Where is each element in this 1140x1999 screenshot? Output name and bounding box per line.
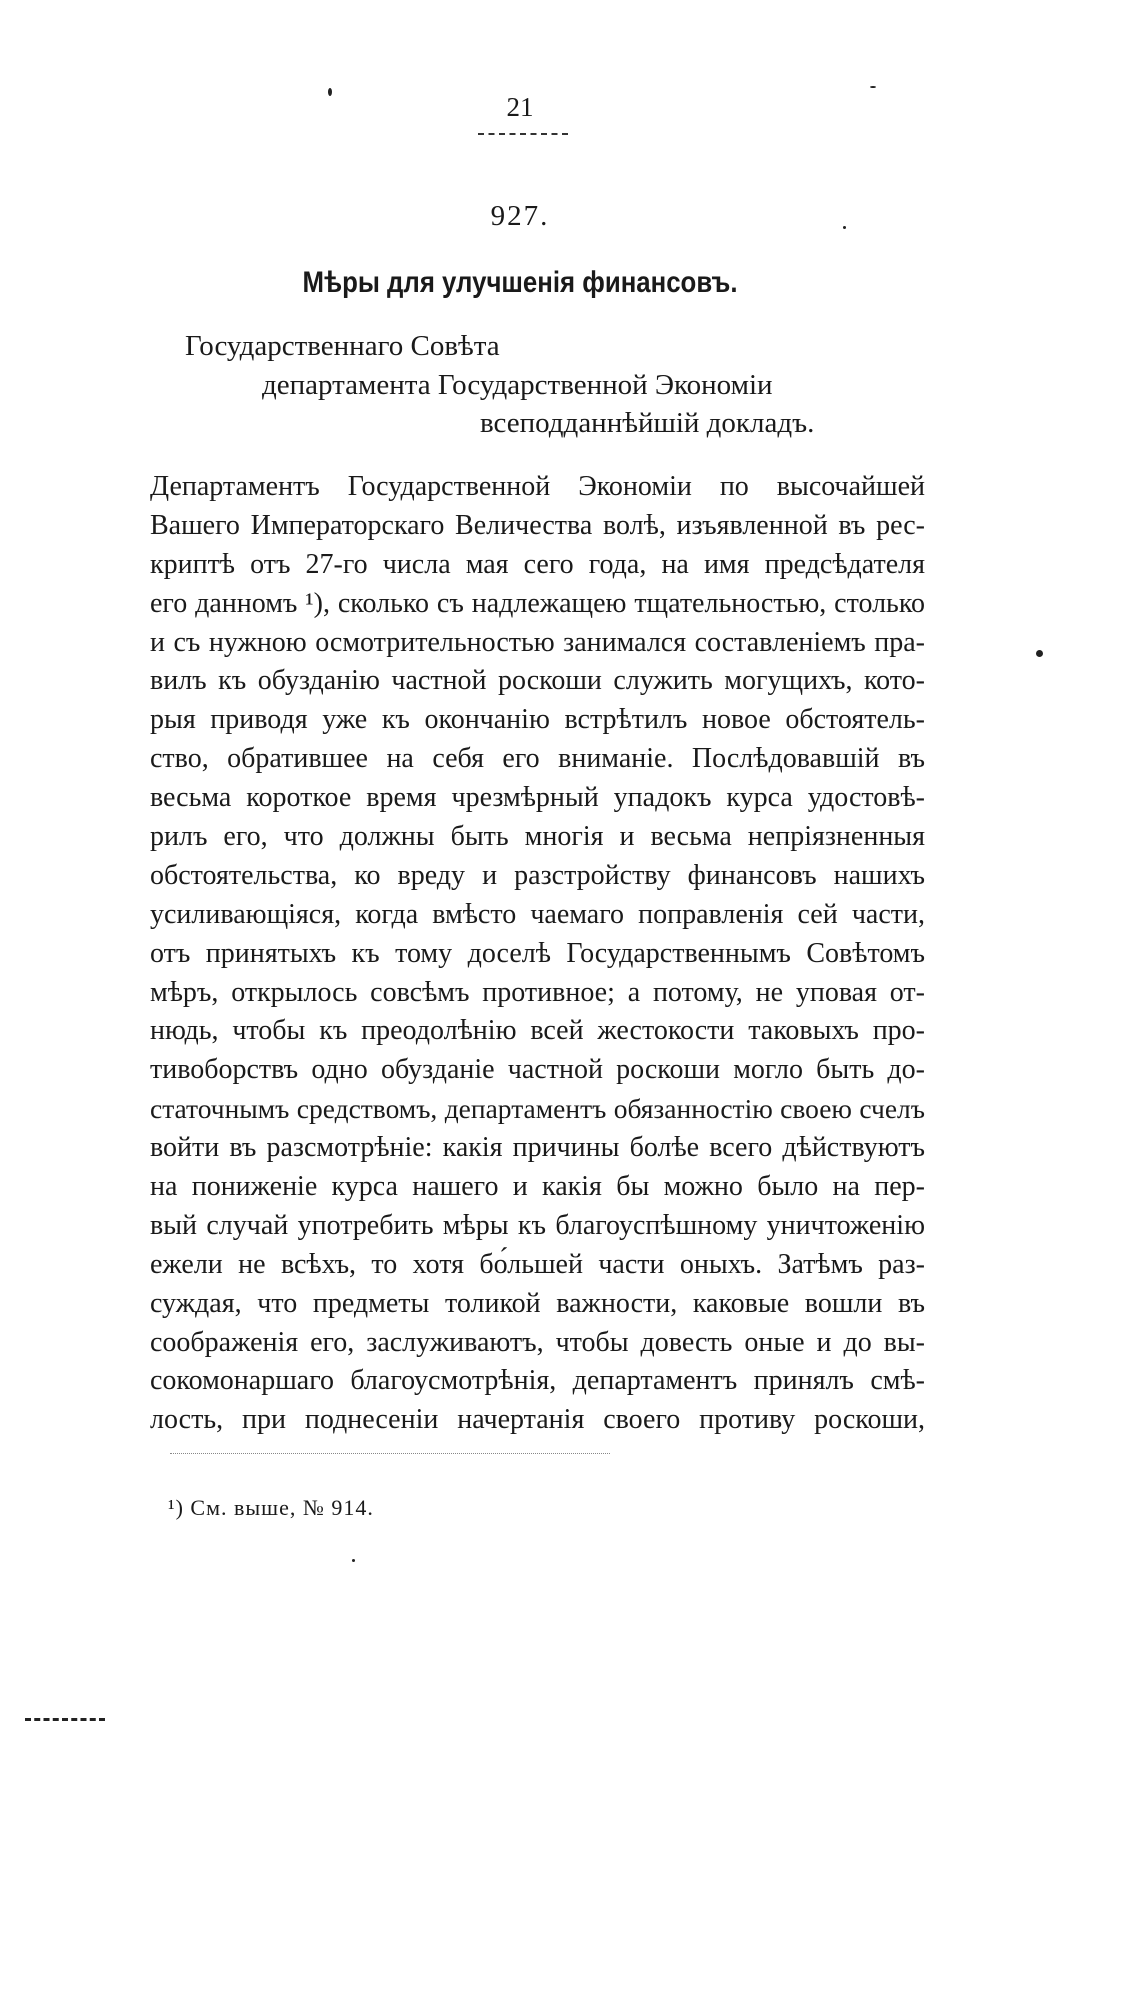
body-line: отъ принятыхъ къ тому доселѣ Государственнымъ Совѣтомъ: [150, 937, 925, 969]
scan-speck: [1036, 650, 1043, 657]
body-line: Вашего Императорскаго Величества волѣ, изъявленной въ рес-: [150, 509, 925, 541]
body-line: тивоборствъ одно обузданіе частной роскоши могло быть до-: [150, 1054, 925, 1086]
body-line: суждая, что предметы толикой важности, каковые вошли въ: [150, 1287, 925, 1319]
body-line: рилъ его, что должны быть многія и весьма непріязненныя: [150, 821, 925, 853]
scan-artifact-mark: [25, 1718, 105, 1721]
document-number: 927.: [490, 200, 550, 232]
scan-speck: [843, 226, 846, 229]
scan-speck: [328, 88, 332, 96]
body-line: соображенія его, заслуживаютъ, чтобы довесть оные и до вы-: [150, 1326, 925, 1358]
body-paragraph: [150, 468, 925, 1440]
footnote: ¹) См. выше, № 914.: [168, 1495, 374, 1520]
document-title: Мѣры для улучшенія финансовъ.: [302, 266, 738, 299]
footnote-separator: [170, 1453, 610, 1454]
heading-line-2: департамента Государственной Экономіи: [262, 369, 773, 401]
body-line: вый случай употребить мѣры къ благоуспѣшному уничтоженію: [150, 1209, 925, 1241]
heading-line-1: Государственнаго Совѣта: [185, 330, 500, 362]
body-line: вилъ къ обузданію частной роскоши служить могущихъ, кото-: [150, 665, 925, 697]
body-line: весьма короткое время чрезмѣрный упадокъ курса удостовѣ-: [150, 782, 925, 814]
body-line: криптѣ отъ 27-го числа мая сего года, на имя предсѣдателя: [150, 548, 925, 580]
heading-line-3: всеподданнѣйшій докладъ.: [480, 407, 815, 439]
page-number: 21: [506, 92, 534, 122]
body-line: и съ нужною осмотрительностью занимался составленіемъ пра-: [150, 626, 925, 658]
body-line: усиливающіяся, когда вмѣсто чаемаго поправленія сей части,: [150, 898, 925, 930]
body-line: статочнымъ средствомъ, департаментъ обязанностію своею счелъ: [150, 1093, 925, 1125]
body-line: ежели не всѣхъ, то хотя бо́льшей части оныхъ. Затѣмъ раз-: [150, 1248, 925, 1280]
body-line: обстоятельства, ко вреду и разстройству финансовъ нашихъ: [150, 859, 925, 891]
scan-speck: [870, 86, 876, 88]
body-line: сокомонаршаго благоусмотрѣнія, департаментъ принялъ смѣ-: [150, 1365, 925, 1397]
body-line: мѣръ, открылось совсѣмъ противное; а потому, не уповая от-: [150, 976, 925, 1008]
body-line: нюдь, чтобы къ преодолѣнію всей жестокости таковыхъ про-: [150, 1015, 925, 1047]
page-number-rule: [478, 133, 568, 135]
scan-speck: [352, 1559, 355, 1562]
body-line: лость, при поднесеніи начертанія своего противу роскоши,: [150, 1404, 925, 1436]
body-line: рыя приводя уже къ окончанію встрѣтилъ новое обстоятель-: [150, 704, 925, 736]
body-line: войти въ разсмотрѣніе: какія причины болѣе всего дѣйствуютъ: [150, 1132, 925, 1164]
body-line: ство, обратившее на себя его вниманіе. Послѣдовавшій въ: [150, 743, 925, 775]
body-line: Департаментъ Государственной Экономіи по высочайшей: [150, 471, 925, 502]
body-line: его данномъ ¹), сколько съ надлежащею тщательностью, столько: [150, 587, 925, 619]
body-line: на пониженіе курса нашего и какія бы можно было на пер-: [150, 1171, 925, 1203]
